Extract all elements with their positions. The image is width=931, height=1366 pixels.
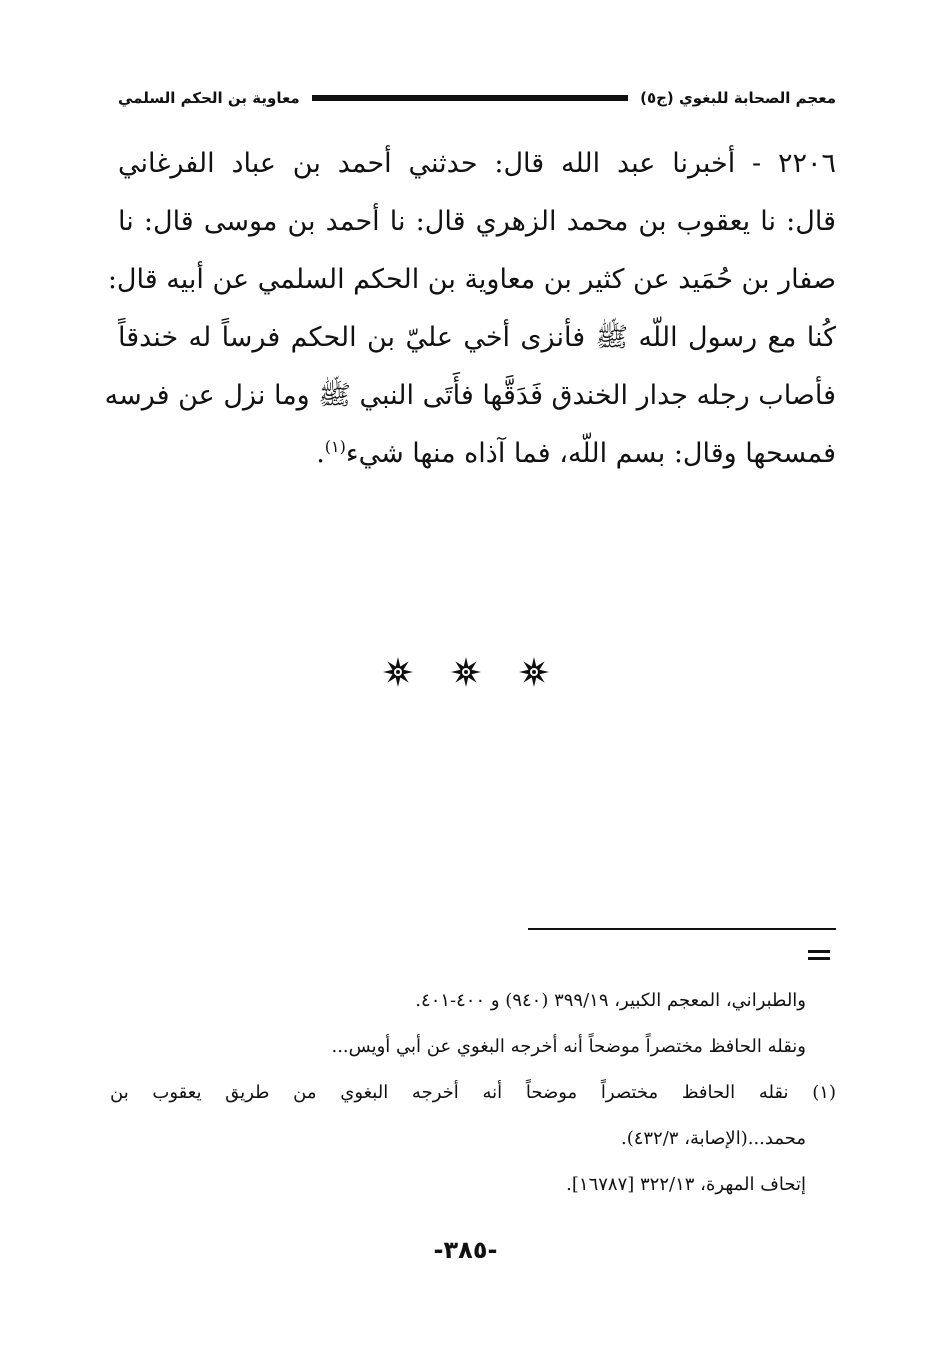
footnote-separator-rule	[528, 928, 836, 930]
star-ornament-icon	[517, 655, 551, 689]
star-ornament-icon	[381, 655, 415, 689]
hadith-line-6-text: فمسحها وقال: بسم اللّه، فما آذاه منها شيء	[345, 438, 836, 469]
hadith-line-1: ٢٢٠٦ - أخبرنا عبد الله قال: حدثني أحمد بن عباد الفرغاني	[118, 148, 836, 179]
hadith-line-5: فأصاب رجله جدار الخندق فَدَقَّها فأَتَى النبي ﷺ وما نزل عن فرسه	[104, 380, 836, 411]
footnote-1-line-2: محمد...(الإصابة، ٤٣٢/٣).	[620, 1128, 806, 1149]
hadith-line-2: قال: نا يعقوب بن محمد الزهري قال: نا أحمد بن موسى قال: نا	[118, 206, 836, 237]
hadith-line-3: صفار بن حُمَيد عن كثير بن معاوية بن الحكم السلمي عن أبيه قال:	[107, 264, 836, 295]
hadith-end-punct: .	[316, 438, 325, 469]
hadith-line-6	[118, 425, 836, 483]
hadith-line-4: كُنا مع رسول اللّه ﷺ فأنزى أخي عليّ بن الحكم فرساً له خندقاً	[118, 322, 836, 353]
hadith-text	[104, 135, 836, 483]
footnote-1-line-3: إتحاف المهرة، ٣٢٢/١٣ [١٦٧٨٧].	[566, 1174, 806, 1195]
star-ornament-icon	[449, 655, 483, 689]
header-chapter-title: معاوية بن الحكم السلمي	[118, 89, 300, 107]
footnote-continued-mark	[808, 948, 830, 962]
section-separator	[0, 655, 931, 689]
header-book-title: معجم الصحابة للبغوي (ج٥)	[640, 89, 836, 107]
running-header	[118, 84, 836, 112]
page-number: -٣٨٥-	[433, 1236, 498, 1264]
footnote-1-line-1: (١) نقله الحافظ مختصراً موضحاً أنه أخرجه البغوي من طريق يعقوب بن	[110, 1082, 836, 1103]
footnote-reference: (١)	[324, 437, 346, 456]
footnote-continued-line-1: والطبراني، المعجم الكبير، ٣٩٩/١٩ (٩٤٠) و ٤٠٠-٤٠١.	[415, 990, 806, 1011]
footnotes	[110, 978, 836, 1208]
footnote-continued-line-2: ونقله الحافظ مختصراً موضحاً أنه أخرجه البغوي عن أبي أويس...	[331, 1036, 806, 1057]
header-rule	[312, 95, 628, 101]
